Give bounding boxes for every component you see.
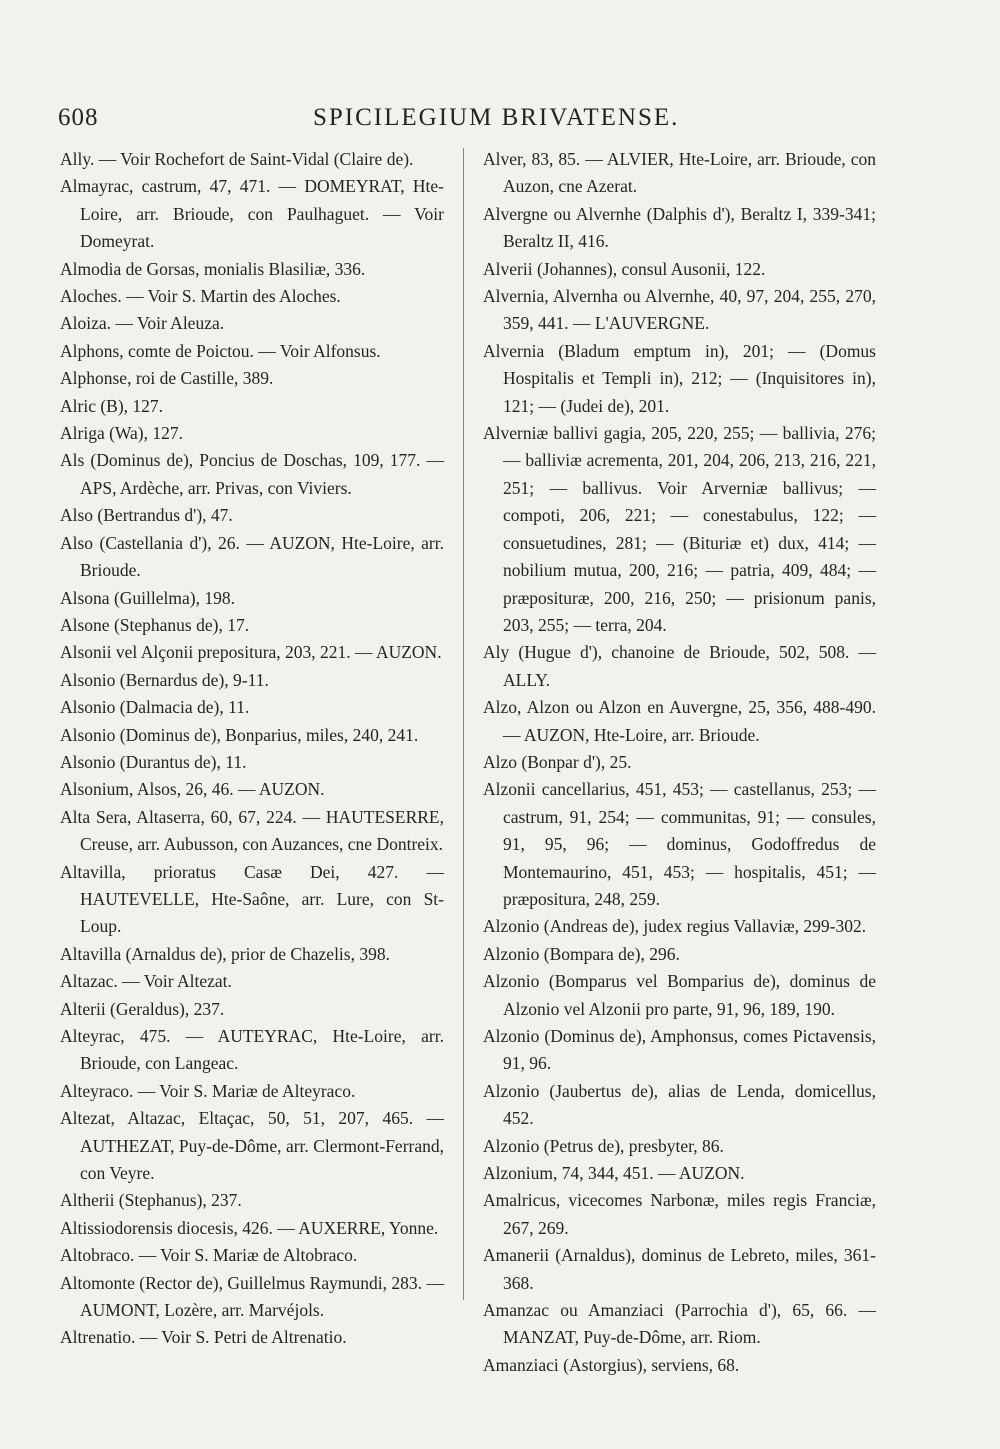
index-entry: Altavilla, prioratus Casæ Dei, 427. — HAUTEVELLE, Hte-Saône, arr. Lure, con St-Loup. [60,861,444,937]
index-entry: Altrenatio. — Voir S. Petri de Altrenatio. [60,1327,347,1348]
index-entry: Altomonte (Rector de), Guillelmus Raymundi, 283. — AUMONT, Lozère, arr. Marvéjols. [60,1272,444,1321]
index-entry: Alta Sera, Altaserra, 60, 67, 224. — HAUTESERRE, Creuse, arr. Aubusson, con Auzances, cne Dontreix. [60,806,444,855]
index-entry: Alzonio (Dominus de), Amphonsus, comes Pictavensis, 91, 96. [483,1026,876,1074]
index-entry: Alsone (Stephanus de), 17. [60,614,250,635]
index-entry: Alzonio (Bompara de), 296. [483,943,680,964]
index-entry: Aloiza. — Voir Aleuza. [60,313,225,334]
index-entry: Altherii (Stephanus), 237. [60,1190,242,1211]
column-divider [463,148,464,1300]
index-entry: Alzo, Alzon ou Alzon en Auvergne, 25, 356, 488-490. — AUZON, Hte-Loire, arr. Brioude. [483,697,876,745]
index-entry: Alsonio (Bernardus de), 9-11. [60,669,269,690]
index-entry: Amanzac ou Amanziaci (Parrochia d'), 65, 66. — MANZAT, Puy-de-Dôme, arr. Riom. [483,1300,876,1348]
index-entry: Alsonium, Alsos, 26, 46. — AUZON. [60,779,325,800]
index-entry: Alsonio (Dalmacia de), 11. [60,697,250,718]
index-entry: Alsonio (Durantus de), 11. [60,751,247,772]
index-entry: Alverniæ ballivi gagia, 205, 220, 255; — ballivia, 276; — balliviæ acrementa, 201, 204, 206, 213, 216, 221, 251; — ballivus. Voir Arverniæ ballivus; — compoti, 206, 221; — conestabulus, 122; — consuetudines, 281; — (Bituriæ et) dux, 414; — nobilium mutua, 200, 216; — patria, 409, 484; — præposituræ, 200, 216, 250; — prisionum panis, 203, 255; — terra, 204. [483,423,876,635]
index-entry: Alphons, comte de Poictou. — Voir Alfonsus. [60,340,381,361]
index-column-left [60,146,444,1352]
index-entry: Amanziaci (Astorgius), serviens, 68. [483,1354,740,1375]
running-head: SPICILEGIUM BRIVATENSE. [313,104,680,131]
index-entry: Altissiodorensis diocesis, 426. — AUXERRE, Yonne. [60,1217,439,1238]
index-entry: Altobraco. — Voir S. Mariæ de Altobraco. [60,1245,358,1266]
index-entry: Amanerii (Arnaldus), dominus de Lebreto, miles, 361-368. [483,1245,876,1293]
page-number: 608 [58,104,99,131]
index-column-right [483,146,876,1379]
index-entry: Alzonium, 74, 344, 451. — AUZON. [483,1163,745,1184]
index-entry: Alzonio (Jaubertus de), alias de Lenda, domicellus, 452. [483,1080,876,1129]
index-entry: Almodia de Gorsas, monialis Blasiliæ, 336. [60,258,366,279]
page-header [58,104,942,138]
index-entry: Alphonse, roi de Castille, 389. [60,368,274,389]
index-entry: Alsona (Guillelma), 198. [60,587,235,608]
index-entry: Alzonii cancellarius, 451, 453; — castellanus, 253; — castrum, 91, 254; — communitas, 91; — consules, 91, 95, 96; — dominus, Godoffredus de Montemaurino, 451, 453; — hospitalis, 451; — præpositura, 248, 259. [483,779,876,909]
index-entry: Alsonio (Dominus de), Bonparius, miles, 240, 241. [60,724,419,745]
index-entry: Alric (B), 127. [60,395,164,416]
index-entry: Alverii (Johannes), consul Ausonii, 122. [483,258,766,279]
index-entry: Alvernia (Bladum emptum in), 201; — (Domus Hospitalis et Templi in), 212; — (Inquisitores in), 121; — (Judei de), 201. [483,340,876,416]
index-entry: Alver, 83, 85. — ALVIER, Hte-Loire, arr. Brioude, con Auzon, cne Azerat. [483,149,876,197]
index-entry: Also (Castellania d'), 26. — AUZON, Hte-Loire, arr. Brioude. [60,532,444,581]
index-entry: Aloches. — Voir S. Martin des Aloches. [60,286,341,307]
index-entry: Alvernia, Alvernha ou Alvernhe, 40, 97, 204, 255, 270, 359, 441. — L'AUVERGNE. [483,286,876,334]
index-entry: Alzonio (Bomparus vel Bomparius de), dominus de Alzonio vel Alzonii pro parte, 91, 96, 189, 190. [483,971,876,1019]
index-entry: Altavilla (Arnaldus de), prior de Chazelis, 398. [60,943,390,964]
index-entry: Alzo (Bonpar d'), 25. [483,751,632,772]
index-entry: Aly (Hugue d'), chanoine de Brioude, 502, 508. — ALLY. [483,642,876,690]
index-entry: Amalricus, vicecomes Narbonæ, miles regis Franciæ, 267, 269. [483,1190,876,1238]
index-entry: Als (Dominus de), Poncius de Doschas, 109, 177. — APS, Ardèche, arr. Privas, con Viviers. [60,450,444,498]
index-entry: Altezat, Altazac, Eltaçac, 50, 51, 207, 465. — AUTHEZAT, Puy-de-Dôme, arr. Clermont-Ferrand, con Veyre. [60,1108,444,1184]
index-entry: Alterii (Geraldus), 237. [60,998,225,1019]
index-entry: Alzonio (Petrus de), presbyter, 86. [483,1135,724,1156]
index-entry: Ally. — Voir Rochefort de Saint-Vidal (Claire de). [60,149,414,169]
index-entry: Almayrac, castrum, 47, 471. — DOMEYRAT, Hte-Loire, arr. Brioude, con Paulhaguet. — Voir Domeyrat. [60,176,444,252]
index-entry: Altazac. — Voir Altezat. [60,971,232,992]
index-entry: Alteyraco. — Voir S. Mariæ de Alteyraco. [60,1080,356,1101]
index-entry: Alvergne ou Alvernhe (Dalphis d'), Beraltz I, 339-341; Beraltz II, 416. [483,203,876,252]
index-entry: Alzonio (Andreas de), judex regius Vallaviæ, 299-302. [483,916,867,937]
index-entry: Alsonii vel Alçonii prepositura, 203, 221. — AUZON. [60,642,442,663]
index-entry: Also (Bertrandus d'), 47. [60,505,233,526]
index-entry: Alteyrac, 475. — AUTEYRAC, Hte-Loire, arr. Brioude, con Langeac. [60,1026,444,1074]
index-entry: Alriga (Wa), 127. [60,423,183,444]
